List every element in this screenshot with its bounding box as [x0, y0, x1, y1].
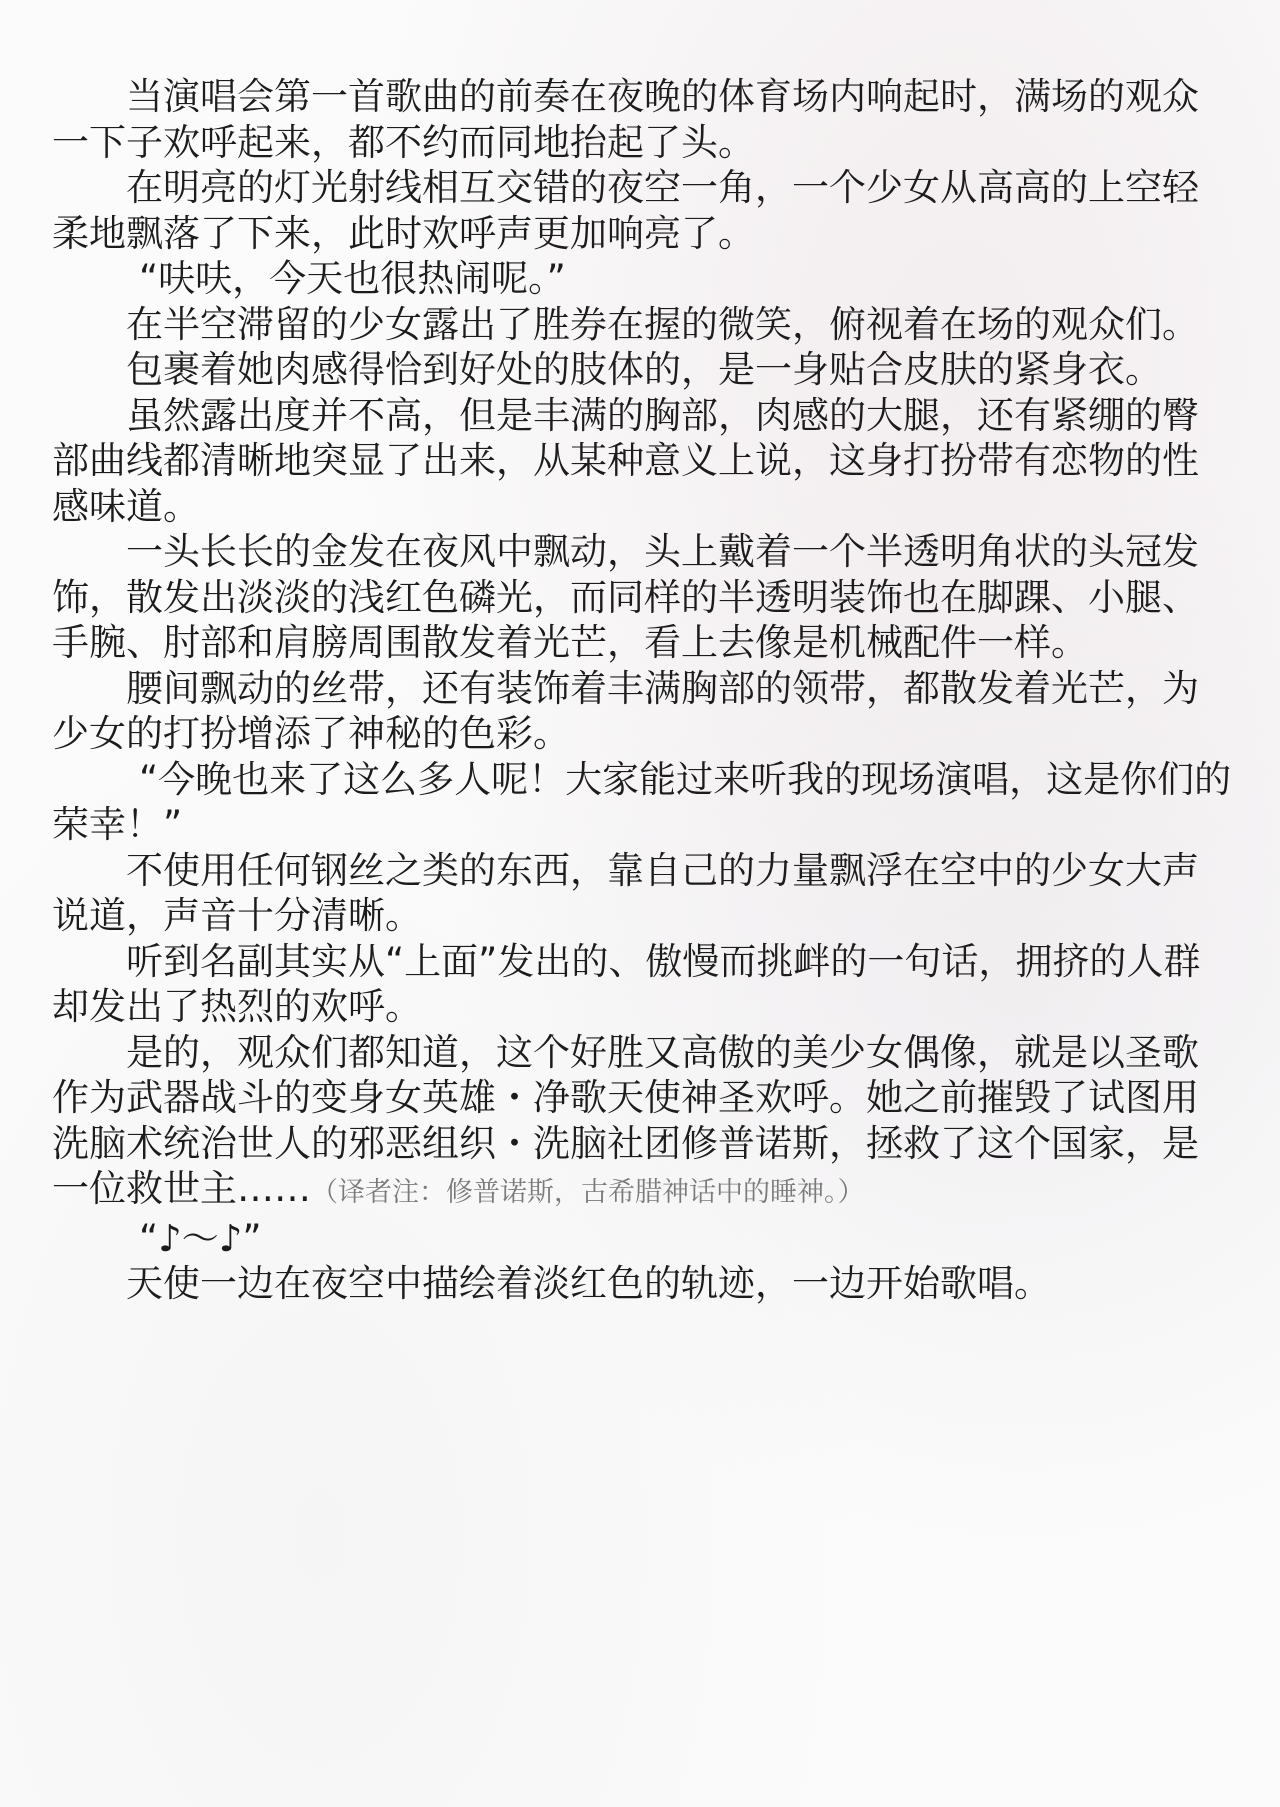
dialogue-line: “呋呋，今天也很热闹呢。” — [138, 257, 566, 300]
paragraph: 当演唱会第一首歌曲的前奏在夜晚的体育场内响起时，满场的观众一下子欢呼起来，都不约而同地抬起了头。 — [52, 75, 1199, 164]
paragraph: 腰间飘动的丝带，还有装饰着丰满胸部的领带，都散发着光芒，为少女的打扮增添了神秘的色彩。 — [52, 666, 1199, 755]
paragraph: 一头长长的金发在夜风中飘动，头上戴着一个半透明角状的头冠发饰，散发出淡淡的浅红色磷光，而同样的半透明装饰也在脚踝、小腿、手腕、肘部和肩膀周围散发着光芒，看上去像是机械配件一样。 — [52, 530, 1199, 664]
paragraph: 在明亮的灯光射线相互交错的夜空一角，一个少女从高高的上空轻柔地飘落了下来，此时欢呼声更加响亮了。 — [52, 166, 1199, 255]
dialogue-line: “♪～♪” — [138, 1216, 262, 1260]
paragraph: 包裹着她肉感得恰到好处的肢体的，是一身贴合皮肤的紧身衣。 — [126, 348, 1162, 391]
paragraph: 虽然露出度并不高，但是丰满的胸部，肉感的大腿，还有紧绷的臀部曲线都清晰地突显了出来，从某种意义上说，这身打扮带有恋物的性感味道。 — [52, 393, 1199, 528]
paragraph-with-note — [52, 1030, 1232, 1216]
document-body — [52, 74, 1232, 1307]
paragraph-text: 是的，观众们都知道，这个好胜又高傲的美少女偶像，就是以圣歌作为武器战斗的变身女英雄・净歌天使神圣欢呼。她之前摧毁了试图用洗脑术统治世人的邪恶组织・洗脑社团修普诺斯，拯救了这个国家，是一位救世主…… — [52, 1030, 1199, 1210]
paragraph: 不使用任何钢丝之类的东西，靠自己的力量飘浮在空中的少女大声说道，声音十分清晰。 — [52, 848, 1199, 937]
paragraph: 天使一边在夜空中描绘着淡红色的轨迹，一边开始歌唱。 — [126, 1262, 1051, 1305]
paragraph: 听到名副其实从“上面”发出的、傲慢而挑衅的一句话，拥挤的人群却发出了热烈的欢呼。 — [52, 939, 1201, 1028]
translator-note: （译者注：修普诺斯，古希腊神话中的睡神。） — [311, 1177, 865, 1208]
dialogue-line: “今晚也来了这么多人呢！大家能过来听我的现场演唱，这是你们的荣幸！” — [52, 757, 1232, 846]
paragraph: 在半空滞留的少女露出了胜券在握的微笑，俯视着在场的观众们。 — [126, 302, 1199, 346]
